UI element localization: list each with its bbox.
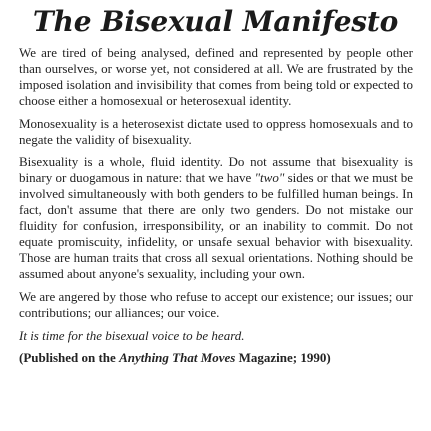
- paragraph-tired-of-being-defined: We are tired of being analysed, defined and represented by people other than ourselves, or worse yet, not considered at all. We are frustrated by the imposed isolation and invisibility that comes from being told or expected to choose either a homosexual or heterosexual identity.: [19, 45, 413, 108]
- fluid-identity-text-end: sides or that we must be involved simultaneously with both genders to be fulfilled human beings. In fact, don't assume that there are only two genders. Do not mistake our fluidity for confusion, irresponsibility, or an inability to commit. Do not equate promiscuity, infidelity, or unsafe sexual behavior with bisexuality. Those are human traits that cross all sexual orientations. Nothing should be assumed about anyone's sexuality, including your own.: [19, 170, 413, 281]
- publication-citation: [19, 350, 413, 366]
- paragraph-angered: We are angered by those who refuse to accept our existence; our issues; our contributions; our alliances; our voice.: [19, 288, 413, 320]
- citation-prefix: (Published on the: [19, 350, 120, 366]
- citation-suffix: Magazine; 1990): [235, 350, 331, 366]
- fluid-identity-text-start: Bisexuality is a whole, fluid identity. Do not assume that bisexuality is binary or duogamous in nature: that we have: [19, 154, 413, 186]
- citation-publication-name: Anything That Moves: [119, 350, 236, 366]
- two-emphasis: "two": [254, 170, 285, 186]
- paragraph-monosexuality: Monosexuality is a heterosexist dictate used to oppress homosexuals and to negate the validity of bisexuality.: [19, 115, 413, 147]
- manifesto-body: [19, 45, 413, 366]
- closing-statement: It is time for the bisexual voice to be heard.: [19, 327, 245, 343]
- paragraph-fluid-identity: [19, 154, 413, 281]
- page-title: The Bisexual Manifesto: [32, 5, 399, 38]
